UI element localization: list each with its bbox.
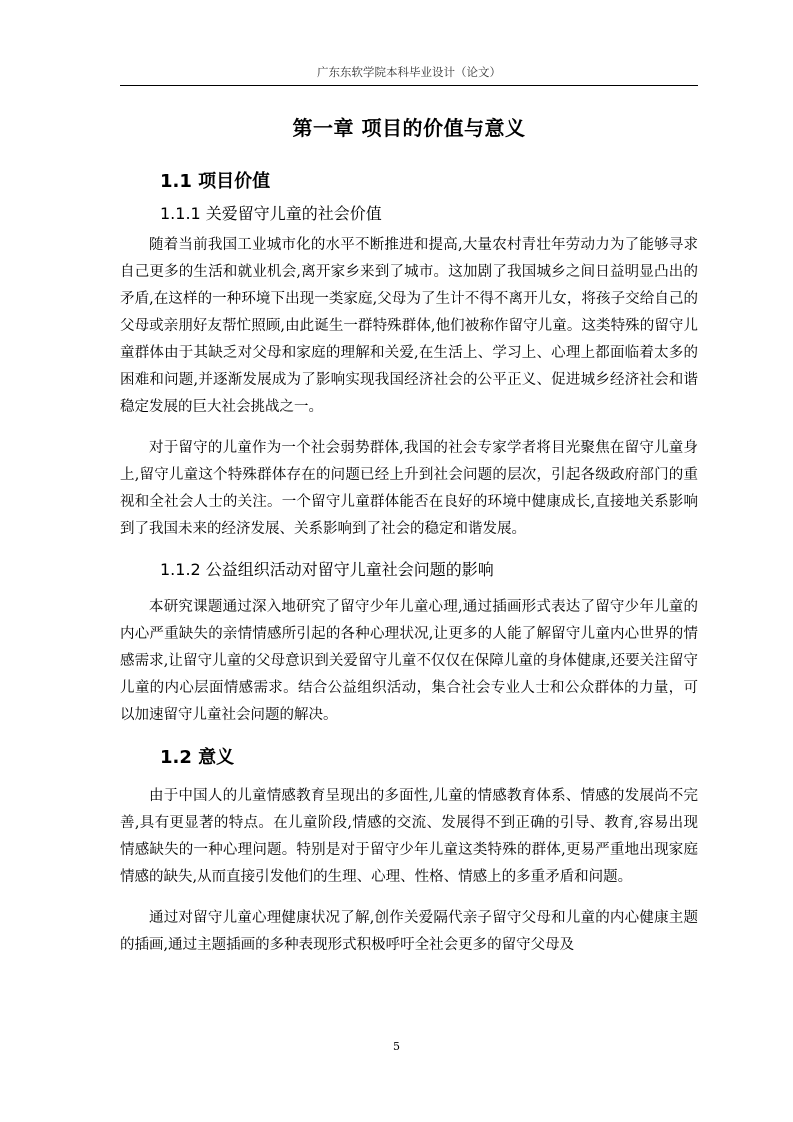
section-heading-1-1: 1.1 项目价值 — [160, 171, 271, 192]
header-divider — [120, 85, 698, 86]
paragraph-4: 由于中国人的儿童情感教育呈现出的多面性,儿童的情感教育体系、情感的发展尚不完善,具有更显著的特点。在儿童阶段,情感的交流、发展得不到正确的引导、教育,容易出现情感缺失的一种心理问题。特别是对于留守少年儿童这类特殊的群体,更易严重地出现家庭情感的缺失,从而直接引发他们的生理、心理、性格、情感上的多重矛盾和问题。 — [120, 788, 698, 885]
subsection-heading-1-1-2: 1.1.2 公益组织活动对留守儿童社会问题的影响 — [160, 560, 494, 579]
page-content — [120, 112, 698, 973]
page-header: 广东东软学院本科毕业设计（论文） — [317, 65, 501, 79]
paragraph-5: 通过对留守儿童心理健康状况了解,创作关爱隔代亲子留守父母和儿童的内心健康主题的插画,通过主题插画的多种表现形式积极呼吁全社会更多的留守父母及 — [120, 910, 698, 953]
paragraph-1: 随着当前我国工业城市化的水平不断推进和提高,大量农村青壮年劳动力为了能够寻求自己更多的生活和就业机会,离开家乡来到了城市。这加剧了我国城乡之间日益明显凸出的矛盾,在这样的一种环境下出现一类家庭,父母为了生计不得不离开儿女，将孩子交给自己的父母或亲朋好友帮忙照顾,由此诞生一群特殊群体,他们被称作留守儿童。这类特殊的留守儿童群体由于其缺乏对父母和家庭的理解和关爱,在生活上、学习上、心理上都面临着太多的困难和问题,并逐渐发展成为了影响实现我国经济社会的公平正义、促进城乡经济社会和谐稳定发展的巨大社会挑战之一。 — [120, 237, 698, 415]
subsection-heading-1-1-1: 1.1.1 关爱留守儿童的社会价值 — [160, 204, 382, 223]
paragraph-3: 本研究课题通过深入地研究了留守少年儿童心理,通过插画形式表达了留守少年儿童的内心严重缺失的亲情情感所引起的各种心理状况,让更多的人能了解留守儿童内心世界的情感需求,让留守儿童的父母意识到关爱留守儿童不仅仅在保障儿童的身体健康,还要关注留守儿童的内心层面情感需求。结合公益组织活动，集合社会专业人士和公众群体的力量，可以加速留守儿童社会问题的解决。 — [120, 599, 698, 723]
page-number: 5 — [393, 1040, 400, 1053]
paragraph-2: 对于留守的儿童作为一个社会弱势群体,我国的社会专家学者将目光聚焦在留守儿童身上,留守儿童这个特殊群体存在的问题已经上升到社会问题的层次，引起各级政府部门的重视和全社会人士的关注。一个留守儿童群体能否在良好的环境中健康成长,直接地关系影响到了我国未来的经济发展、关系影响到了社会的稳定和谐发展。 — [120, 440, 698, 537]
section-heading-1-2: 1.2 意义 — [160, 747, 235, 768]
chapter-title: 第一章 项目的价值与意义 — [292, 116, 526, 140]
